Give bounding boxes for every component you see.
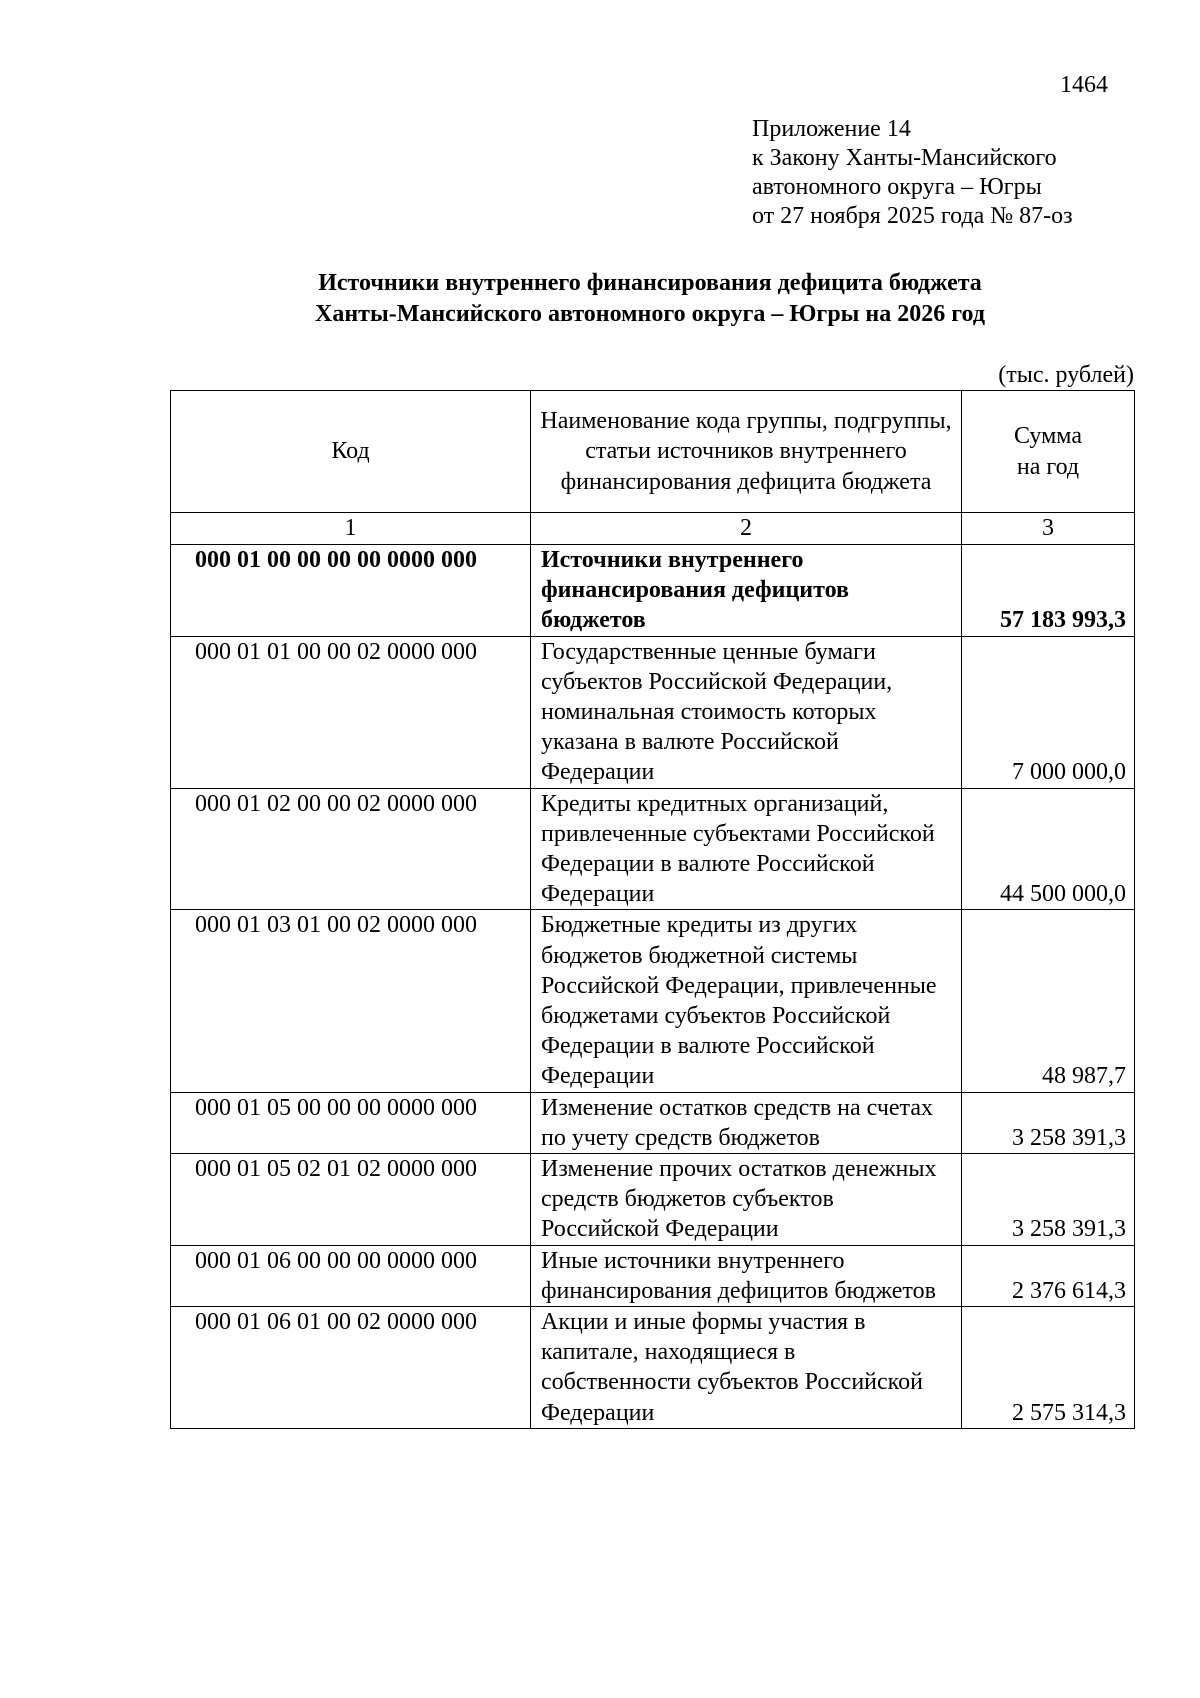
row-code: 000 01 02 00 00 02 0000 000 (171, 788, 531, 910)
row-sum: 7 000 000,0 (962, 636, 1135, 788)
header-sum-line: на год (1016, 453, 1080, 480)
row-name: Акции и иные формы участия в капитале, находящиеся в собственности субъектов Российской Федерации (531, 1307, 962, 1429)
table-row (171, 1092, 1135, 1153)
row-name: Источники внутреннего финансирования дефицитов бюджетов (531, 545, 962, 637)
table-row (171, 1154, 1135, 1246)
row-sum: 44 500 000,0 (962, 788, 1135, 910)
column-number: 2 (531, 513, 962, 545)
row-sum: 57 183 993,3 (962, 545, 1135, 637)
row-sum: 48 987,7 (962, 910, 1135, 1092)
row-name: Кредиты кредитных организаций, привлеченные субъектами Российской Федерации в валюте Российской Федерации (531, 788, 962, 910)
header-name: Наименование кода группы, подгруппы, статьи источников внутреннего финансирования дефицита бюджета (531, 391, 962, 513)
row-code: 000 01 05 02 01 02 0000 000 (171, 1154, 531, 1246)
header-sum-line: Сумма (1014, 423, 1082, 450)
table-row (171, 1307, 1135, 1429)
row-sum: 3 258 391,3 (962, 1092, 1135, 1153)
table-row (171, 1245, 1135, 1306)
row-name: Государственные ценные бумаги субъектов Российской Федерации, номинальная стоимость которых указана в валюте Российской Федерации (531, 636, 962, 788)
page-number: 1464 (1060, 72, 1108, 98)
row-sum: 2 376 614,3 (962, 1245, 1135, 1306)
appendix-line: Приложение 14 (752, 116, 911, 142)
document-title (170, 268, 1130, 330)
row-code: 000 01 00 00 00 00 0000 000 (171, 545, 531, 637)
row-sum: 3 258 391,3 (962, 1154, 1135, 1246)
row-code: 000 01 05 00 00 00 0000 000 (171, 1092, 531, 1153)
table-row (171, 910, 1135, 1092)
row-sum: 2 575 314,3 (962, 1307, 1135, 1429)
table-row (171, 545, 1135, 637)
row-name: Иные источники внутреннего финансирования дефицитов бюджетов (531, 1245, 962, 1306)
header-sum (962, 391, 1135, 513)
appendix-block (752, 115, 1073, 231)
table-header-row (171, 391, 1135, 513)
column-number: 3 (962, 513, 1135, 545)
financing-sources-table (170, 390, 1135, 1429)
row-name: Изменение прочих остатков денежных средств бюджетов субъектов Российской Федерации (531, 1154, 962, 1246)
appendix-line: от 27 ноября 2025 года № 87-оз (752, 203, 1073, 229)
row-code: 000 01 06 00 00 00 0000 000 (171, 1245, 531, 1306)
appendix-line: автономного округа – Югры (752, 174, 1042, 200)
title-line: Ханты-Мансийского автономного округа – Югры на 2026 год (315, 301, 985, 327)
row-name: Изменение остатков средств на счетах по учету средств бюджетов (531, 1092, 962, 1153)
appendix-line: к Закону Ханты-Мансийского (752, 145, 1057, 171)
table-row (171, 636, 1135, 788)
title-line: Источники внутреннего финансирования дефицита бюджета (318, 270, 982, 296)
column-number: 1 (171, 513, 531, 545)
row-code: 000 01 03 01 00 02 0000 000 (171, 910, 531, 1092)
row-name: Бюджетные кредиты из других бюджетов бюджетной системы Российской Федерации, привлеченные бюджетами субъектов Российской Федерации в валюте Российской Федерации (531, 910, 962, 1092)
header-code: Код (171, 391, 531, 513)
column-number-row (171, 513, 1135, 545)
table-row (171, 788, 1135, 910)
units-label: (тыс. рублей) (998, 362, 1134, 388)
row-code: 000 01 06 01 00 02 0000 000 (171, 1307, 531, 1429)
row-code: 000 01 01 00 00 02 0000 000 (171, 636, 531, 788)
